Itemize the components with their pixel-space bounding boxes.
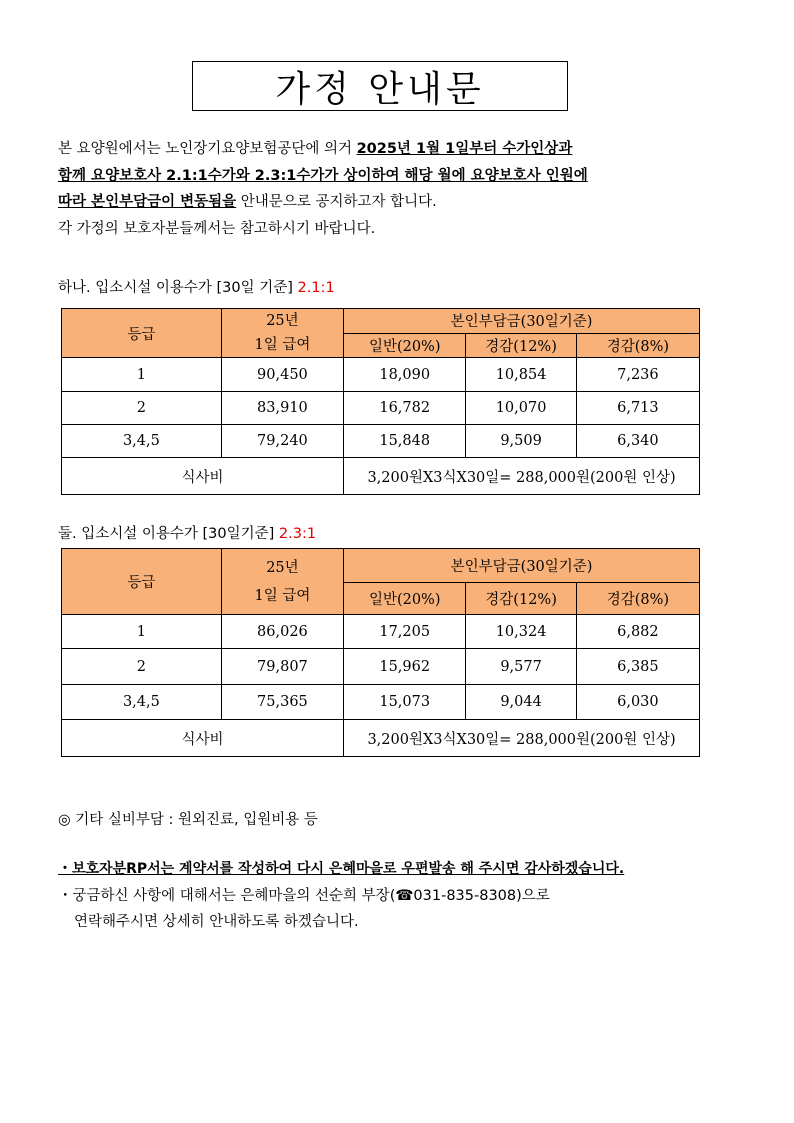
cell-general: 18,090 xyxy=(344,358,466,392)
cell-daily: 86,026 xyxy=(221,615,343,649)
cell-reduced-8: 6,340 xyxy=(576,425,699,458)
header-grade: 등급 xyxy=(62,549,222,615)
header-general: 일반(20%) xyxy=(344,333,466,358)
cell-general: 15,962 xyxy=(344,649,466,685)
cell-grade: 3,4,5 xyxy=(62,425,222,458)
table-row xyxy=(62,615,700,649)
cell-reduced-12: 10,324 xyxy=(466,615,576,649)
cell-general: 16,782 xyxy=(344,392,466,425)
header-daily-benefit: 25년 1일 급여 xyxy=(221,549,343,615)
staff-ratio: 2.1:1 xyxy=(297,280,335,296)
cell-daily: 79,807 xyxy=(221,649,343,685)
cell-daily: 75,365 xyxy=(221,685,343,720)
header-copay: 본인부담금(30일기준) xyxy=(344,309,700,334)
cell-reduced-8: 6,713 xyxy=(576,392,699,425)
cell-daily: 90,450 xyxy=(221,358,343,392)
section-title: 하나. 입소시설 이용수가 [30일 기준] xyxy=(58,280,298,296)
header-copay: 본인부담금(30일기준) xyxy=(344,549,700,583)
header-reduced-8: 경감(8%) xyxy=(576,333,699,358)
other-costs-note: ◎ 기타 실비부담 : 원외진료, 입원비용 등 xyxy=(58,812,318,828)
header-reduced-12: 경감(12%) xyxy=(466,333,576,358)
cell-reduced-12: 9,577 xyxy=(466,649,576,685)
cell-reduced-8: 6,385 xyxy=(576,649,699,685)
cell-daily: 79,240 xyxy=(221,425,343,458)
meal-row xyxy=(62,458,700,495)
intro-line-4: 각 가정의 보호자분들께서는 참고하시기 바랍니다. xyxy=(58,220,376,237)
contract-note: ・보호자분RP서는 계약서를 작성하여 다시 은혜마을로 우편발송 해 주시면 감사하겠습니다. xyxy=(58,861,625,877)
staff-ratio: 2.3:1 xyxy=(278,526,317,542)
cell-grade: 1 xyxy=(62,358,222,392)
intro-line-1 xyxy=(58,136,758,163)
cell-general: 15,073 xyxy=(344,685,466,720)
cell-daily: 83,910 xyxy=(221,392,343,425)
cell-reduced-12: 9,509 xyxy=(466,425,576,458)
cell-reduced-8: 7,236 xyxy=(576,358,699,392)
fee-table xyxy=(61,308,700,495)
cell-general: 15,848 xyxy=(344,425,466,458)
section-heading xyxy=(58,276,335,297)
cell-reduced-12: 10,854 xyxy=(466,358,576,392)
section-title: 둘. 입소시설 이용수가 [30일기준] xyxy=(58,526,279,542)
intro-emphasis: 따라 본인부담금이 변동됨을 xyxy=(58,194,237,210)
meal-value: 3,200원X3식X30일= 288,000원(200원 인상) xyxy=(344,458,700,495)
section-heading xyxy=(58,522,316,543)
header-general: 일반(20%) xyxy=(344,583,466,615)
cell-reduced-8: 6,882 xyxy=(576,615,699,649)
meal-label: 식사비 xyxy=(62,720,344,757)
intro-text: 안내문으로 공지하고자 합니다. xyxy=(236,194,437,210)
header-daily-benefit: 25년 1일 급여 xyxy=(221,309,343,358)
fee-table xyxy=(61,548,700,757)
header-grade: 등급 xyxy=(62,309,222,358)
cell-reduced-12: 10,070 xyxy=(466,392,576,425)
intro-text: 본 요양원에서는 노인장기요양보험공단에 의거 xyxy=(58,141,357,157)
cell-reduced-12: 9,044 xyxy=(466,685,576,720)
cell-reduced-8: 6,030 xyxy=(576,685,699,720)
inquiry-note: ・궁금하신 사항에 대해서는 은혜마을의 선순희 부장(☎031-835-8308)으로 xyxy=(58,888,550,904)
table-row xyxy=(62,358,700,392)
intro-line-2: 함께 요양보호사 2.1:1수가와 2.3:1수가가 상이하여 해당 월에 요양보호사 인원에 xyxy=(58,167,588,184)
table-row xyxy=(62,392,700,425)
cell-grade: 1 xyxy=(62,615,222,649)
document-title xyxy=(192,61,568,111)
title-text: 가정 안내문 xyxy=(275,68,485,110)
cell-grade: 2 xyxy=(62,392,222,425)
cell-grade: 2 xyxy=(62,649,222,685)
header-reduced-12: 경감(12%) xyxy=(466,583,576,615)
table-row xyxy=(62,425,700,458)
cell-general: 17,205 xyxy=(344,615,466,649)
intro-emphasis: 2025년 1월 1일부터 수가인상과 xyxy=(356,141,573,157)
header-reduced-8: 경감(8%) xyxy=(576,583,699,615)
table-row xyxy=(62,685,700,720)
intro-line-3 xyxy=(58,189,758,216)
cell-grade: 3,4,5 xyxy=(62,685,222,720)
meal-value: 3,200원X3식X30일= 288,000원(200원 인상) xyxy=(344,720,700,757)
meal-row xyxy=(62,720,700,757)
table-row xyxy=(62,649,700,685)
intro-paragraph xyxy=(58,136,758,242)
meal-label: 식사비 xyxy=(62,458,344,495)
inquiry-note-continued: 연락해주시면 상세히 안내하도록 하겠습니다. xyxy=(74,914,359,930)
